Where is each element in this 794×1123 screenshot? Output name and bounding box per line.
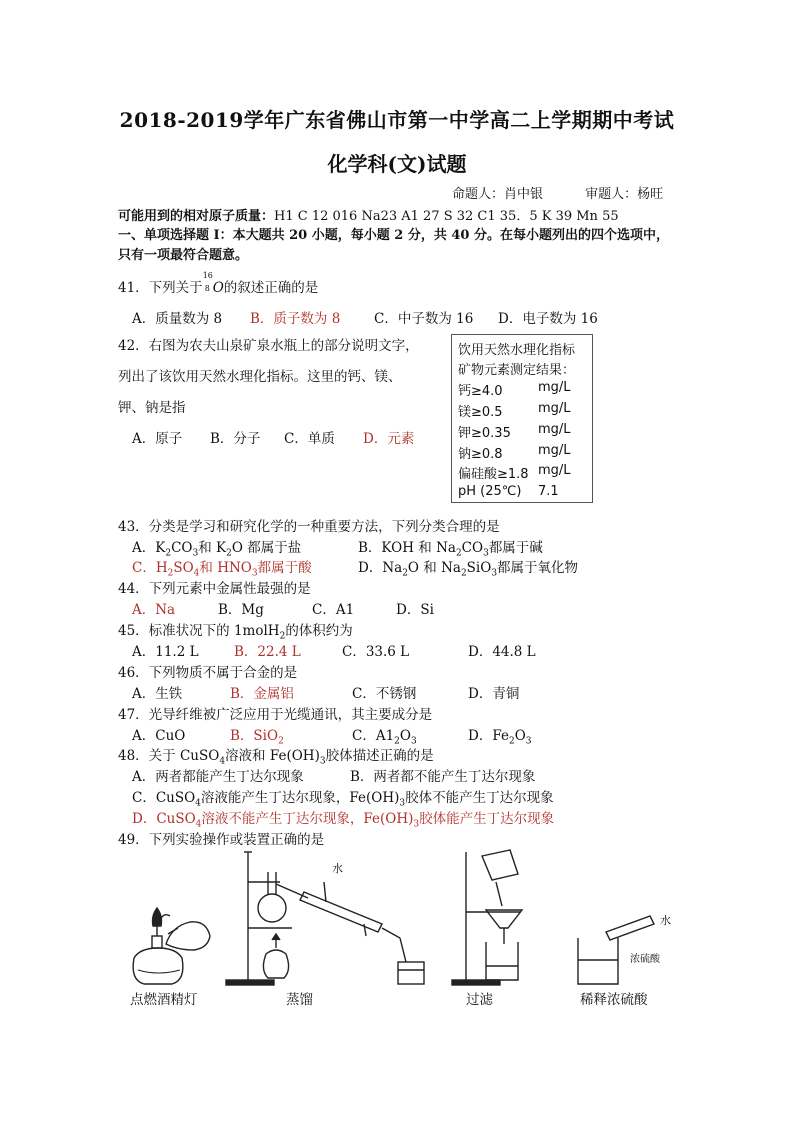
box-title-1: 饮用天然水理化指标 [458, 343, 576, 358]
authors [452, 183, 701, 202]
q47-option-c[interactable]: C．$A1_2O_3$ [352, 728, 417, 747]
q48-options-ab [132, 765, 535, 785]
q46-option-a[interactable]: A．生铁 [132, 686, 183, 702]
q45-stem: 45．标准状况下的 1molH$_2$的体积约为 [118, 623, 353, 642]
q46-stem: 46．下列物质不属于合金的是 [118, 665, 298, 681]
q47-stem: 47．光导纤维被广泛应用于光缆通讯，其主要成分是 [118, 707, 433, 723]
reviewer: 审题人：杨旺 [585, 187, 664, 202]
q42-option-a[interactable]: A．原子 [132, 431, 183, 447]
distillation-illustration [226, 852, 424, 985]
q45-option-a[interactable]: A．11.2 L [132, 644, 199, 660]
section-heading-2: 只有一项最符合题意。 [118, 248, 249, 263]
q41-stem: 41．下列关于 16 8 O的叙述正确的是 [118, 271, 319, 296]
filtration-illustration [452, 850, 522, 985]
setter: 命题人：肖中银 [452, 187, 544, 202]
box-row-key: 偏硅酸≥1.8 [458, 467, 529, 482]
caption-filter: 过滤 [466, 992, 493, 1008]
q44-option-b[interactable]: B．Mg [218, 602, 264, 618]
q48-option-c[interactable]: C．CuSO$_4$溶液能产生丁达尔现象，$Fe(OH)_3$胶体不能产生丁达尔现象 [132, 790, 554, 809]
box-row-key: 钠≥0.8 [458, 447, 503, 462]
label-water: 水 [332, 862, 343, 875]
label-water-2: 水 [660, 914, 671, 927]
q42-stem-1: 42．右图为农夫山泉矿泉水瓶上的部分说明文字， [118, 338, 419, 354]
box-row-value: mg/L [538, 401, 571, 416]
box-title-2: 矿物元素测定结果： [458, 363, 576, 378]
q45-options [132, 640, 536, 660]
q48-option-b[interactable]: B．两者都不能产生丁达尔现象 [350, 769, 536, 785]
box-row-value: mg/L [538, 422, 571, 437]
q46-options [132, 682, 519, 702]
q41-option-a[interactable]: A．质量数为 8 [132, 311, 223, 327]
q43-option-b[interactable]: B．KOH 和 $Na_2CO_3$都属于碱 [358, 540, 543, 559]
q48-option-d[interactable]: D．CuSO$_4$溶液不能产生丁达尔现象，$Fe(OH)_3$胶体能产生丁达尔现象 [132, 811, 555, 830]
dilute-acid-illustration [578, 916, 654, 984]
box-row-value: mg/L [538, 443, 571, 458]
q44-options [132, 598, 434, 618]
q45-option-d[interactable]: D．44.8 L [468, 644, 536, 660]
q43-option-d[interactable]: D．$Na_2O$ 和 $Na_2SiO_3$都属于氧化物 [358, 560, 579, 579]
q44-stem: 44．下列元素中金属性最强的是 [118, 581, 311, 597]
q45-option-c[interactable]: C．33.6 L [342, 644, 410, 660]
box-row-key: 镁≥0.5 [458, 405, 503, 420]
q47-option-b[interactable]: B．SiO$_2$ [230, 728, 284, 747]
q44-option-a[interactable]: A．Na [132, 602, 176, 618]
box-row-key: pH (25℃) [458, 484, 522, 499]
box-row-value: mg/L [538, 463, 571, 478]
q47-option-d[interactable]: D．$Fe_2O_3$ [468, 728, 532, 747]
q41-option-b[interactable]: B．质子数为 8 [250, 311, 341, 327]
box-row-key: 钙≥4.0 [458, 384, 503, 399]
q42-stem-2: 列出了该饮用天然水理化指标。这里的钙、镁、 [118, 369, 402, 385]
q42-stem-3: 钾、钠是指 [118, 400, 186, 416]
box-row-value: mg/L [538, 380, 571, 395]
q46-option-d[interactable]: D．青铜 [468, 686, 520, 702]
q43-option-a[interactable]: A．$K_2CO_3$和 $K_2O$ 都属于盐 [132, 540, 302, 559]
q45-option-b[interactable]: B．22.4 L [234, 644, 301, 660]
q41-option-d[interactable]: D．电子数为 16 [498, 311, 598, 327]
q41-option-c[interactable]: C．中子数为 16 [374, 311, 474, 327]
water-label-box [451, 334, 593, 503]
q46-option-b[interactable]: B．金属铝 [230, 686, 294, 702]
exam-title: 2018-2019学年广东省佛山市第一中学高二上学期期中考试 [119, 108, 675, 132]
exam-subtitle: 化学科(文)试题 [327, 152, 467, 176]
q43-option-c[interactable]: C．$H_2SO_4$和 $HNO_3$都属于酸 [132, 560, 312, 579]
box-row-key: 钾≥0.35 [458, 426, 511, 441]
q48-option-a[interactable]: A．两者都能产生丁达尔现象 [132, 769, 304, 785]
q42-option-c[interactable]: C．单质 [284, 431, 335, 447]
box-row-value: 7.1 [538, 484, 559, 499]
label-concentrated-acid: 浓硫酸 [630, 954, 660, 965]
q43-stem: 43．分类是学习和研究化学的一种重要方法，下列分类合理的是 [118, 519, 500, 535]
q44-option-d[interactable]: D．Si [396, 602, 434, 618]
q42-option-b[interactable]: B．分子 [210, 431, 261, 447]
q43-options-2 [132, 556, 578, 579]
q49-stem: 49．下列实验操作或装置正确的是 [118, 832, 325, 848]
section-heading: 一、单项选择题 I：本大题共 20 小题，每小题 2 分，共 40 分。在每小题列出的四个选项中， [118, 228, 669, 243]
q44-option-c[interactable]: C．A1 [312, 602, 355, 618]
alcohol-lamp-illustration [133, 908, 210, 984]
caption-light-lamp: 点燃酒精灯 [130, 992, 198, 1008]
q47-option-a[interactable]: A．CuO [132, 728, 186, 744]
caption-dilute-acid: 稀释浓硫酸 [580, 992, 648, 1008]
q41-options [132, 307, 598, 327]
q42-options [132, 427, 414, 447]
caption-distill: 蒸馏 [286, 992, 313, 1008]
atomic-masses: 可能用到的相对原子质量：H1 C 12 016 Na23 A1 27 S 32 C1 35．5 K 39 Mn 55 [118, 209, 619, 224]
q42-option-d[interactable]: D．元素 [363, 431, 415, 447]
q48-stem: 48．关于 CuSO$_4$溶液和 $Fe(OH)_3$胶体描述正确的是 [118, 748, 434, 767]
q46-option-c[interactable]: C．不锈钢 [352, 686, 417, 702]
